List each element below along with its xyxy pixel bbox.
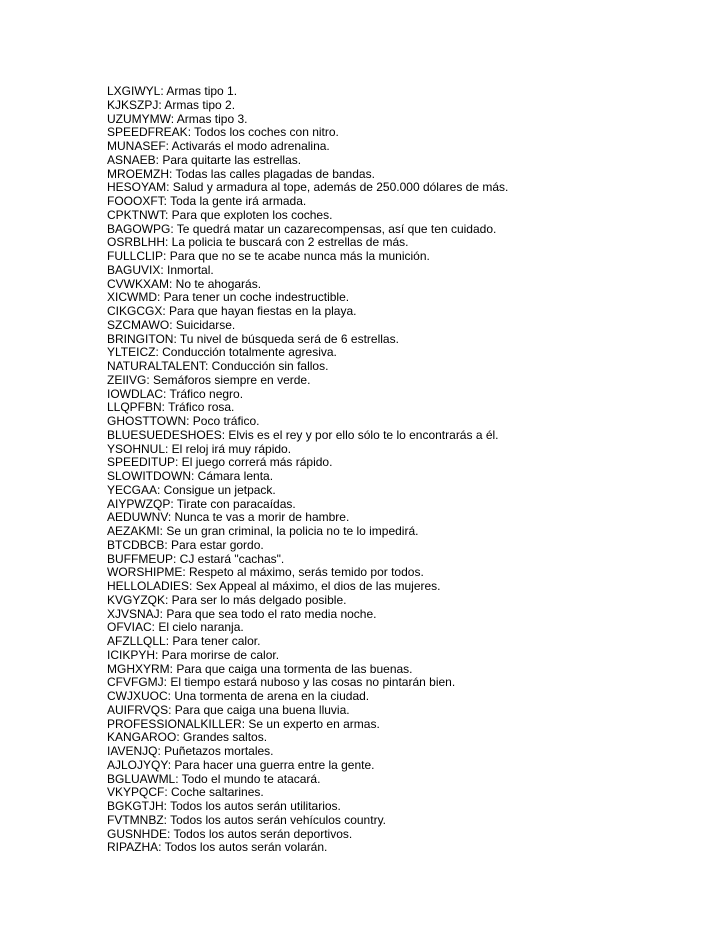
text-line: OSRBLHH: La policia te buscará con 2 estrellas de más.	[107, 235, 409, 250]
text-line: AFZLLQLL: Para tener calor.	[107, 634, 261, 648]
text-line: IOWDLAC: Tráfico negro.	[107, 386, 244, 401]
text-line: ZEIIVG: Semáforos siempre en verde.	[107, 372, 311, 387]
text-line: UZUMYMW: Armas tipo 3.	[107, 111, 248, 126]
text-line: MUNASEF: Activarás el modo adrenalina.	[107, 139, 330, 153]
text-line: GHOSTTOWN: Poco tráfico.	[107, 414, 260, 428]
text-line: GUSNHDE: Todos los autos serán deportivos.	[107, 826, 353, 841]
text-line: AEZAKMI: Se un gran criminal, la policia no te lo impedirá.	[107, 524, 419, 538]
text-line: ICIKPYH: Para morirse de calor.	[107, 647, 280, 662]
text-line: KANGAROO: Grandes saltos.	[107, 730, 268, 745]
text-line: AIYPWZQP: Tirate con paracaídas.	[107, 496, 296, 511]
text-line: XJVSNAJ: Para que sea todo el rato media noche.	[107, 606, 377, 621]
text-line: YSOHNUL: El reloj irá muy rápido.	[107, 441, 292, 456]
text-line: BGKGTJH: Todos los autos serán utilitarios.	[107, 799, 341, 813]
text-line: XICWMD: Para tener un coche indestructible.	[107, 290, 350, 305]
text-line: HESOYAM: Salud y armadura al tope, además de 250.000 dólares de más.	[107, 180, 509, 195]
text-line: YECGAA: Consigue un jetpack.	[107, 482, 276, 497]
document-body	[107, 85, 707, 855]
text-line: YLTEICZ: Conducción totalmente agresiva.	[107, 345, 337, 360]
text-line: SZCMAWO: Suicidarse.	[107, 317, 236, 332]
text-line: BAGOWPG: Te quedrá matar un cazarecompensas, así que ten cuidado.	[107, 221, 497, 236]
text-line: KJKSZPJ: Armas tipo 2.	[107, 97, 236, 112]
text-line: SLOWITDOWN: Cámara lenta.	[107, 469, 274, 483]
text-line: BLUESUEDESHOES: Elvis es el rey y por ello sólo te lo encontrarás a él.	[107, 427, 499, 442]
text-line: SPEEDITUP: El juego correrá más rápido.	[107, 455, 333, 470]
text-line: BAGUVIX: Inmortal.	[107, 262, 214, 277]
text-line: CWJXUOC: Una tormenta de arena en la ciudad.	[107, 689, 370, 703]
text-line: CVWKXAM: No te ahogarás.	[107, 276, 262, 291]
text-line: AJLOJYQY: Para hacer una guerra entre la gente.	[107, 757, 375, 772]
text-line: LLQPFBN: Tráfico rosa.	[107, 400, 235, 415]
text-line: BTCDBCB: Para estar gordo.	[107, 537, 264, 552]
text-line: MGHXYRM: Para que caiga una tormenta de las buenas.	[107, 661, 413, 676]
text-line: BUFFMEUP: CJ estará "cachas".	[107, 551, 285, 566]
text-line: ASNAEB: Para quitarte las estrellas.	[107, 152, 302, 167]
text-line: MROEMZH: Todas las calles plagadas de bandas.	[107, 166, 375, 181]
text-line: NATURALTALENT: Conducción sin fallos.	[107, 359, 329, 373]
text-line: BRINGITON: Tu nivel de búsqueda será de 6 estrellas.	[107, 331, 399, 346]
text-line: IAVENJQ: Puñetazos mortales.	[107, 744, 274, 758]
text-line: FULLCLIP: Para que no se te acabe nunca más la munición.	[107, 249, 430, 263]
text-line: WORSHIPME: Respeto al máximo, serás temido por todos.	[107, 565, 424, 580]
text-line: SPEEDFREAK: Todos los coches con nitro.	[107, 125, 339, 140]
text-line: PROFESSIONALKILLER: Se un experto en armas.	[107, 716, 380, 731]
text-line: LXGIWYL: Armas tipo 1.	[107, 84, 238, 98]
text-line: KVGYZQK: Para ser lo más delgado posible.	[107, 592, 347, 607]
text-line: OFVIAC: El cielo naranja.	[107, 620, 244, 635]
text-line: AEDUWNV: Nunca te vas a morir de hambre.	[107, 510, 350, 525]
text-line: CFVFGMJ: El tiempo estará nuboso y las cosas no pintarán bien.	[107, 675, 456, 690]
text-line: RIPAZHA: Todos los autos serán volarán.	[107, 840, 328, 855]
text-line: CIKGCGX: Para que hayan fiestas en la playa.	[107, 304, 357, 318]
text-line: AUIFRVQS: Para que caiga una buena lluvia.	[107, 702, 350, 717]
text-line: VKYPQCF: Coche saltarines.	[107, 785, 264, 800]
text-line: FOOOXFT: Toda la gente irá armada.	[107, 194, 307, 208]
text-line: HELLOLADIES: Sex Appeal al máximo, el dios de las mujeres.	[107, 579, 441, 593]
text-line: CPKTNWT: Para que exploten los coches.	[107, 207, 333, 222]
text-line: BGLUAWML: Todo el mundo te atacará.	[107, 771, 321, 786]
text-line: FVTMNBZ: Todos los autos serán vehículos country.	[107, 812, 387, 827]
